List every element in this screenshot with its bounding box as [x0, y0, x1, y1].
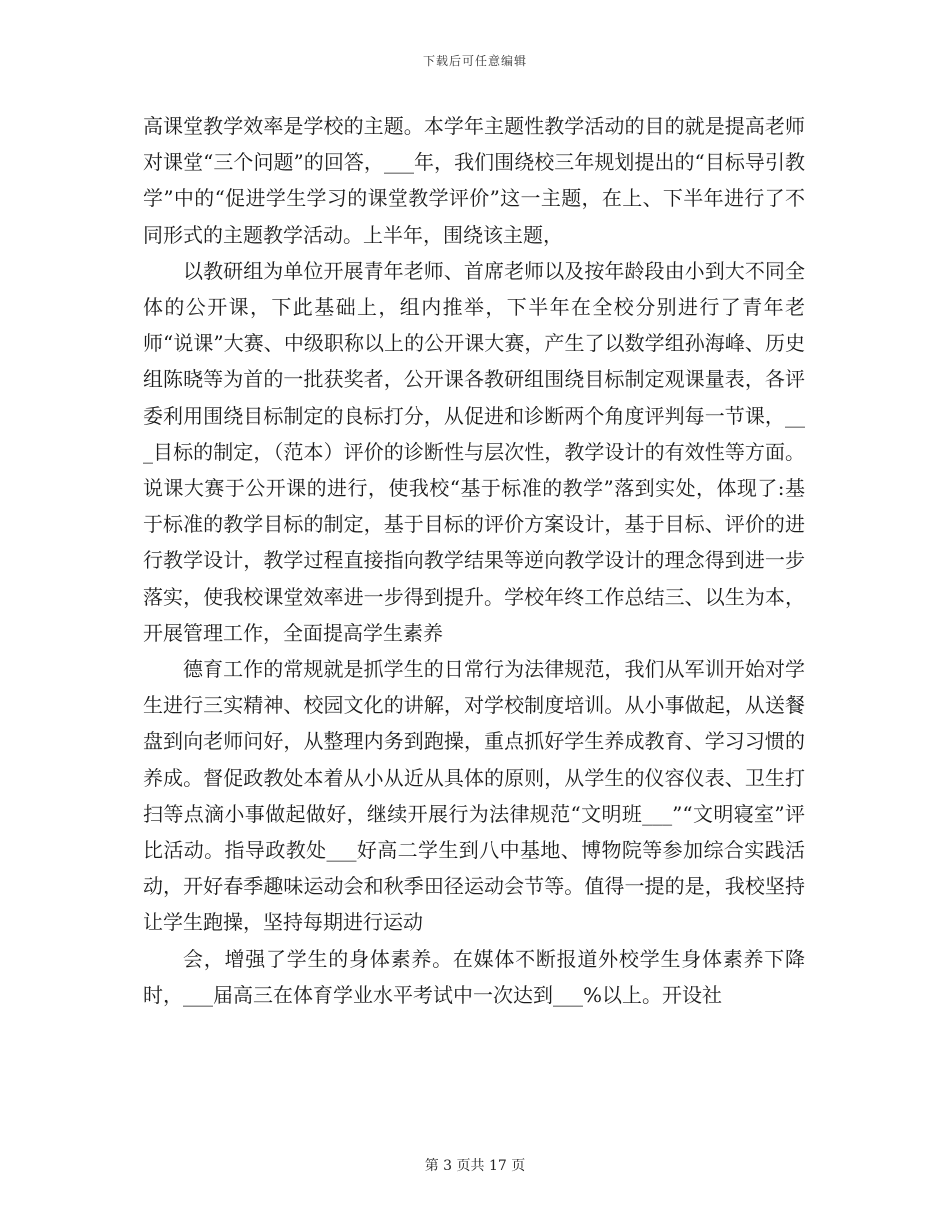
- paragraph-3: 德育工作的常规就是抓学生的日常行为法律规范，我们从军训开始对学生进行三实精神、校园文化的讲解，对学校制度培训。从小事做起，从送餐盘到向老师问好，从整理内务到跑操，重点抓好学生养成教育、学习习惯的养成。督促政教处本着从小从近从具体的原则，从学生的仪容仪表、卫生打扫等点滴小事做起做好，继续开展行为法律规范“文明班___”“文明寝室”评比活动。指导政教处___好高二学生到八中基地、博物院等参加综合实践活动，开好春季趣味运动会和秋季田径运动会节等。值得一提的是，我校坚持让学生跑操，坚持每期进行运动: [143, 657, 805, 935]
- paragraph-1: 高课堂教学效率是学校的主题。本学年主题性教学活动的目的就是提高老师对课堂“三个问题”的回答，___年，我们围绕校三年规划提出的“目标导引教学”中的“促进学生学习的课堂教学评价”这一主题，在上、下半年进行了不同形式的主题教学活动。上半年，围绕该主题，: [143, 114, 805, 247]
- document-body: [143, 108, 805, 1013]
- page-footer: 第 3 页共 17 页: [424, 1158, 526, 1174]
- paragraph-4: 会，增强了学生的身体素养。在媒体不断报道外校学生身体素养下降时，___届高三在体育学业水平考试中一次达到___%以上。开设社: [143, 946, 805, 1007]
- page-header: 下载后可任意编辑: [422, 54, 527, 68]
- paragraph-2: 以教研组为单位开展青年老师、首席老师以及按年龄段由小到大不同全体的公开课，下此基础上，组内推举，下半年在全校分别进行了青年老师“说课”大赛、中级职称以上的公开课大赛，产生了以数学组孙海峰、历史组陈晓等为首的一批获奖者，公开课各教研组围绕目标制定观课量表，各评委利用围绕目标制定的良标打分，从促进和诊断两个角度评判每一节课，___目标的制定，（范本）评价的诊断性与层次性，教学设计的有效性等方面。说课大赛于公开课的进行，使我校“基于标准的教学”落到实处，体现了:基于标准的教学目标的制定，基于目标的评价方案设计，基于目标、评价的进行教学设计，教学过程直接指向教学结果等逆向教学设计的理念得到进一步落实，使我校课堂效率进一步得到提升。学校年终工作总结三、以生为本，开展管理工作，全面提高学生素养: [143, 258, 805, 645]
